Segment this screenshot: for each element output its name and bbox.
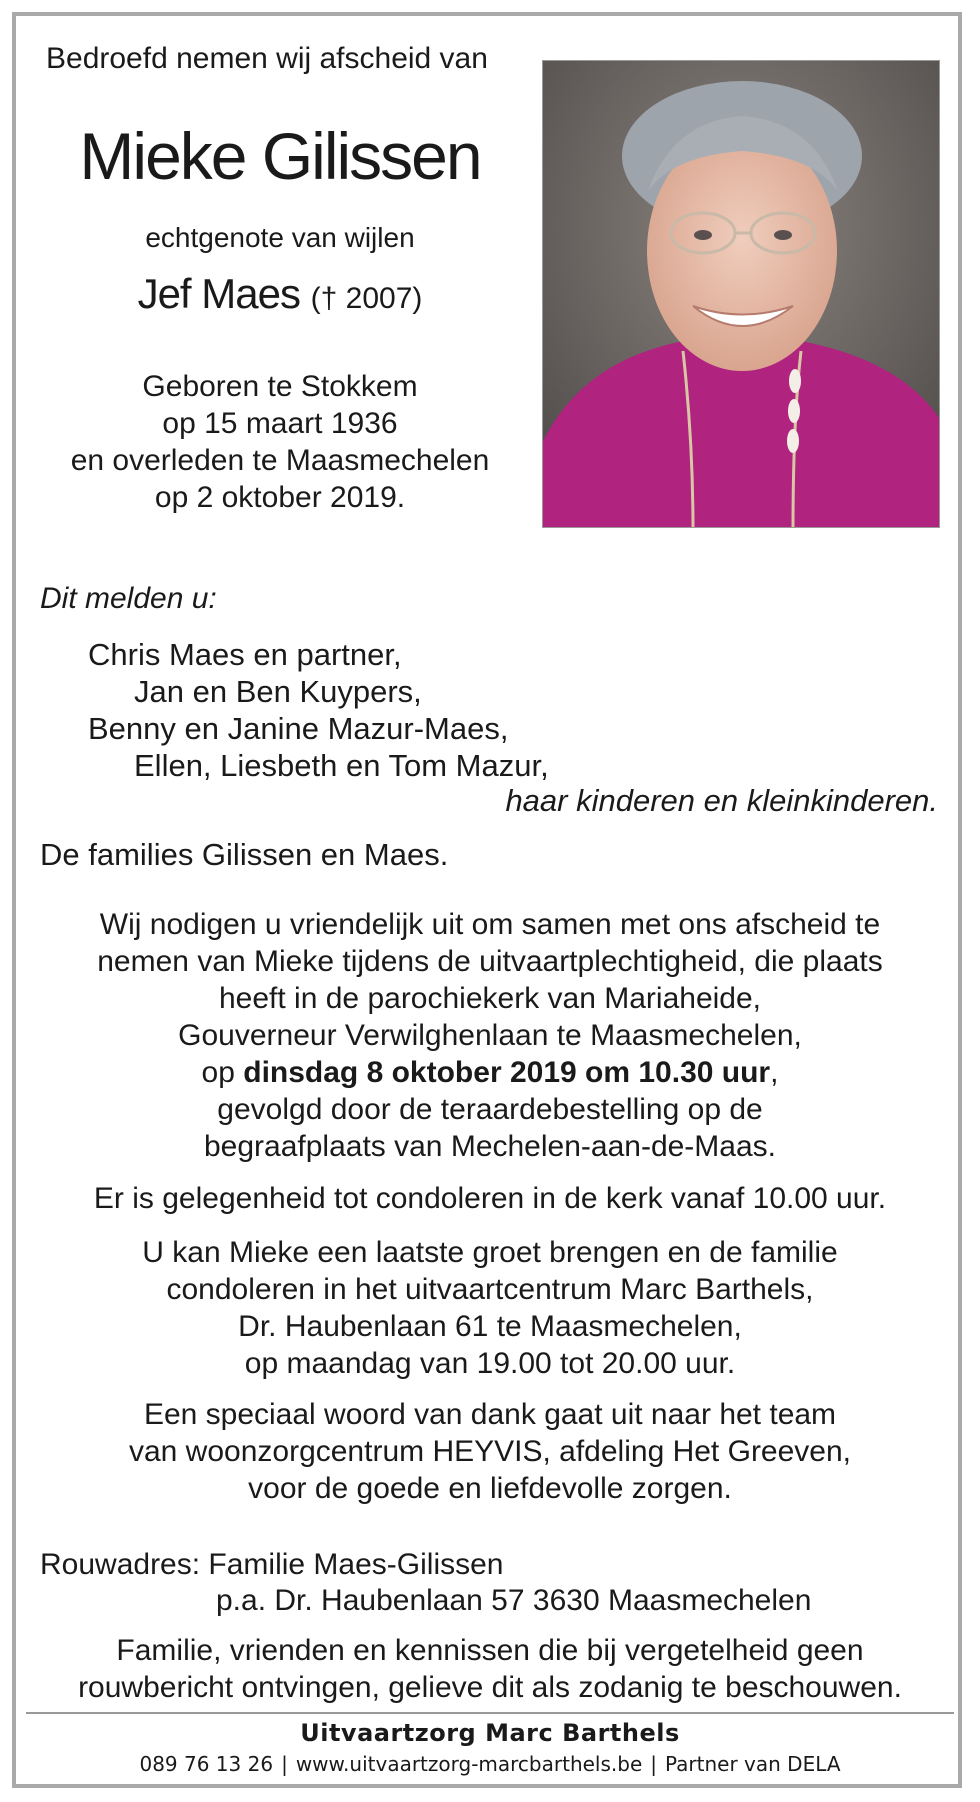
family-caption: haar kinderen en kleinkinderen. — [505, 783, 938, 818]
mourning-address: p.a. Dr. Haubenlaan 57 3630 Maasmechelen — [216, 1584, 812, 1617]
footer-website-link[interactable]: www.uitvaartzorg-marcbarthels.be — [295, 1752, 643, 1776]
visit-line: U kan Mieke een laatste groet brengen en de familie — [142, 1236, 838, 1269]
thanks-block — [40, 1396, 940, 1507]
mourning-address-label: Rouwadres: Familie Maes-Gilissen — [40, 1548, 504, 1581]
ceremony-line: heeft in de parochiekerk van Mariaheide, — [219, 982, 761, 1015]
deceased-name: Mieke Gilissen — [79, 119, 481, 193]
footer-contact — [40, 1752, 940, 1776]
birth-line: en overleden te Maasmechelen — [70, 444, 490, 477]
notice-line: Familie, vrienden en kennissen die bij vergetelheid geen — [116, 1634, 864, 1667]
ceremony-date-suffix: , — [770, 1056, 779, 1089]
thanks-line: van woonzorgcentrum HEYVIS, afdeling Het Greeven, — [128, 1435, 852, 1468]
separator: | — [281, 1752, 288, 1776]
family-member: Chris Maes en partner, — [88, 637, 402, 672]
ceremony-line: Wij nodigen u vriendelijk uit om samen met ons afscheid te — [99, 908, 881, 941]
footer-partner: Partner van DELA — [665, 1752, 841, 1776]
spouse-note: († 2007) — [310, 282, 423, 315]
footer-phone: 089 76 13 26 — [139, 1752, 274, 1776]
ceremony-line: nemen van Mieke tijdens de uitvaartplechtigheid, die plaats — [97, 945, 883, 978]
ceremony-line: begraafplaats van Mechelen-aan-de-Maas. — [203, 1130, 776, 1163]
portrait-photo — [542, 60, 940, 528]
family-member: Jan en Ben Kuypers, — [134, 674, 422, 709]
spouse-relation: echtgenote van wijlen — [145, 222, 415, 253]
notice-line: rouwbericht ontvingen, gelieve dit als zodanig te beschouwen. — [78, 1671, 902, 1704]
ceremony-date: dinsdag 8 oktober 2019 om 10.30 uur — [243, 1056, 771, 1089]
birth-block — [40, 368, 520, 516]
thanks-line: Een speciaal woord van dank gaat uit naar het team — [143, 1398, 837, 1431]
families-line: De families Gilissen en Maes. — [40, 837, 449, 872]
spouse-line — [40, 270, 520, 318]
ceremony-line: gevolgd door de teraardebestelling op de — [217, 1093, 763, 1126]
ceremony-date-line — [40, 1054, 940, 1091]
portrait-image — [543, 61, 940, 528]
funeral-company-name: Uitvaartzorg Marc Barthels — [300, 1719, 680, 1747]
notice-block — [40, 1632, 940, 1706]
spouse-name: Jef Maes — [137, 270, 300, 317]
ceremony-block — [40, 906, 940, 1165]
visit-line: condoleren in het uitvaartcentrum Marc Barthels, — [166, 1273, 814, 1306]
birth-line: Geboren te Stokkem — [142, 370, 418, 403]
ceremony-date-prefix: op — [201, 1056, 244, 1089]
intro-text: Bedroefd nemen wij afscheid van — [46, 42, 488, 75]
ceremony-line: Gouverneur Verwilghenlaan te Maasmechelen, — [178, 1019, 802, 1052]
family-member: Ellen, Liesbeth en Tom Mazur, — [134, 748, 549, 783]
family-member: Benny en Janine Mazur-Maes, — [88, 711, 509, 746]
separator: | — [650, 1752, 658, 1776]
thanks-line: voor de goede en liefdevolle zorgen. — [248, 1472, 732, 1505]
footer-divider — [26, 1712, 954, 1714]
birth-line: op 2 oktober 2019. — [154, 481, 406, 514]
visit-line: Dr. Haubenlaan 61 te Maasmechelen, — [238, 1310, 742, 1343]
visit-line: op maandag van 19.00 tot 20.00 uur. — [244, 1347, 736, 1380]
condolence-line: Er is gelegenheid tot condoleren in de kerk vanaf 10.00 uur. — [93, 1182, 887, 1215]
announcement-heading: Dit melden u: — [40, 582, 217, 615]
visit-block — [40, 1234, 940, 1382]
birth-line: op 15 maart 1936 — [162, 407, 398, 440]
